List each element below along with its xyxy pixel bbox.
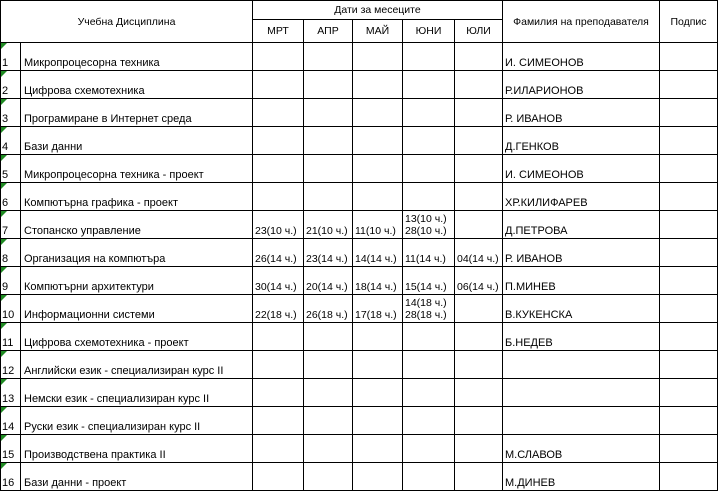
date-cell[interactable] (253, 239, 304, 267)
signature-cell[interactable] (660, 463, 718, 491)
date-cell[interactable] (455, 43, 503, 71)
subject-cell[interactable] (21, 155, 253, 183)
date-cell[interactable] (304, 435, 353, 463)
row-number-cell[interactable] (1, 323, 21, 351)
table-row (1, 295, 718, 323)
row-number-cell-text: 9 (2, 281, 9, 293)
signature-cell[interactable] (660, 99, 718, 127)
date-cell[interactable] (304, 379, 353, 407)
subject-cell[interactable] (21, 239, 253, 267)
row-number-cell-text: 2 (2, 85, 9, 97)
subject-cell[interactable] (21, 407, 253, 435)
date-entry: 11(14 ч.) (405, 253, 446, 265)
subject-cell-text: Руски език - специализиран курс ІІ (24, 421, 201, 433)
subject-cell[interactable] (21, 435, 253, 463)
date-cell[interactable] (403, 71, 455, 99)
date-entry: 26(18 ч.) (306, 309, 348, 321)
date-entry: 14(14 ч.) (355, 253, 397, 265)
date-cell[interactable] (253, 155, 304, 183)
month-header-label: ЮЛИ (466, 25, 491, 37)
teacher-cell-text: И. СИМЕОНОВ (505, 169, 584, 181)
dates-group-header[interactable] (253, 1, 503, 20)
subject-cell-text: Стопанско управление (24, 225, 141, 237)
date-entry: 20(14 ч.) (306, 281, 348, 293)
date-cell[interactable] (455, 407, 503, 435)
date-entry: 22(18 ч.) (255, 309, 297, 321)
date-cell[interactable] (455, 463, 503, 491)
signature-cell[interactable] (660, 211, 718, 239)
date-entry: 04(14 ч.) (457, 253, 499, 265)
date-cell[interactable] (455, 99, 503, 127)
date-entry: 17(18 ч.) (355, 309, 397, 321)
teacher-cell[interactable] (503, 71, 660, 99)
row-number-cell-text: 11 (2, 337, 14, 349)
date-cell[interactable] (403, 295, 455, 323)
date-entry: 15(14 ч.) (405, 281, 447, 293)
subject-cell-text: Програмиране в Интернет среда (24, 113, 192, 125)
table-row (1, 71, 718, 99)
date-cell[interactable] (304, 71, 353, 99)
comment-marker-icon (1, 99, 7, 105)
table-row (1, 435, 718, 463)
comment-marker-icon (1, 323, 7, 329)
date-entry: 30(14 ч.) (255, 281, 297, 293)
row-number-cell-text: 7 (2, 225, 9, 237)
date-cell[interactable] (403, 183, 455, 211)
row-number-cell[interactable] (1, 183, 21, 211)
row-number-cell-text: 4 (2, 141, 9, 153)
subject-cell[interactable] (21, 295, 253, 323)
date-cell[interactable] (455, 239, 503, 267)
date-cell[interactable] (253, 183, 304, 211)
date-cell[interactable] (353, 211, 403, 239)
date-cell[interactable] (304, 463, 353, 491)
date-cell[interactable] (304, 295, 353, 323)
comment-marker-icon (1, 127, 7, 133)
teacher-cell-text: Д.ПЕТРОВА (505, 225, 568, 237)
date-entry: 06(14 ч.) (457, 281, 499, 293)
date-cell[interactable] (455, 155, 503, 183)
date-cell[interactable] (353, 127, 403, 155)
table-row (1, 155, 718, 183)
row-number-cell[interactable] (1, 295, 21, 323)
date-cell[interactable] (253, 99, 304, 127)
subject-cell-text: Информационни системи (24, 309, 155, 321)
table-row (1, 323, 718, 351)
date-cell[interactable] (253, 71, 304, 99)
teacher-cell-text: П.МИНЕВ (505, 281, 556, 293)
row-number-cell-text: 6 (2, 197, 9, 209)
teacher-cell[interactable] (503, 127, 660, 155)
date-entry: 13(10 ч.) (405, 213, 447, 225)
teacher-cell[interactable] (503, 295, 660, 323)
subject-cell-text: Немски език - специализиран курс ІІ (24, 393, 210, 405)
date-cell[interactable] (455, 379, 503, 407)
row-number-cell-text: 14 (2, 421, 15, 433)
date-cell[interactable] (455, 267, 503, 295)
comment-marker-icon (1, 267, 7, 273)
row-number-cell-text: 16 (2, 477, 15, 489)
date-cell[interactable] (253, 267, 304, 295)
date-entry: 14(18 ч.) (405, 297, 447, 309)
teacher-cell[interactable] (503, 407, 660, 435)
month-header-label: МАЙ (365, 25, 390, 37)
table-row (1, 239, 718, 267)
teacher-cell[interactable] (503, 379, 660, 407)
teacher-cell[interactable] (503, 323, 660, 351)
subject-cell-text: Бази данни - проект (24, 477, 127, 489)
comment-marker-icon (1, 463, 7, 469)
subject-cell-text: Цифрова схемотехника - проект (24, 337, 189, 349)
table-row (1, 351, 718, 379)
date-cell[interactable] (403, 463, 455, 491)
date-cell[interactable] (403, 267, 455, 295)
date-entry: 28(18 ч.) (405, 309, 447, 321)
signature-cell[interactable] (660, 71, 718, 99)
subject-cell-text: Организация на компютъра (24, 253, 166, 265)
teacher-cell[interactable] (503, 463, 660, 491)
date-cell[interactable] (253, 463, 304, 491)
date-cell[interactable] (403, 379, 455, 407)
subject-cell-text: Бази данни (24, 141, 83, 153)
teacher-cell[interactable] (503, 155, 660, 183)
signature-cell[interactable] (660, 351, 718, 379)
signature-cell[interactable] (660, 239, 718, 267)
date-cell[interactable] (353, 351, 403, 379)
date-cell[interactable] (253, 351, 304, 379)
month-header-jun[interactable] (403, 20, 455, 43)
comment-marker-icon (1, 351, 7, 357)
teacher-cell[interactable] (503, 211, 660, 239)
date-cell[interactable] (304, 323, 353, 351)
comment-marker-icon (1, 435, 7, 441)
subject-cell[interactable] (21, 211, 253, 239)
date-cell[interactable] (353, 267, 403, 295)
table-row (1, 463, 718, 491)
comment-marker-icon (1, 407, 7, 413)
date-entry: 26(14 ч.) (255, 253, 297, 265)
subject-cell-text: Цифрова схемотехника (24, 85, 145, 97)
date-entry: 28(10 ч.) (405, 225, 447, 237)
teacher-cell-text: Д.ГЕНКОВ (505, 141, 559, 153)
comment-marker-icon (1, 183, 7, 189)
comment-marker-icon (1, 211, 7, 217)
date-entry: 18(14 ч.) (355, 281, 397, 293)
signature-cell[interactable] (660, 295, 718, 323)
comment-marker-icon (1, 43, 7, 49)
comment-marker-icon (1, 379, 7, 385)
comment-marker-icon (1, 239, 7, 245)
row-number-cell[interactable] (1, 43, 21, 71)
date-cell[interactable] (353, 323, 403, 351)
row-number-cell[interactable] (1, 351, 21, 379)
date-cell[interactable] (353, 43, 403, 71)
month-header-jul[interactable] (455, 20, 503, 43)
row-number-cell-text: 8 (2, 253, 9, 265)
row-number-cell-text: 10 (2, 309, 15, 321)
date-cell[interactable] (455, 295, 503, 323)
subject-cell[interactable] (21, 99, 253, 127)
teacher-cell[interactable] (503, 351, 660, 379)
teacher-cell-text: Р. ИВАНОВ (505, 253, 563, 265)
signature-cell[interactable] (660, 183, 718, 211)
subject-cell-text: Микропроцесорна техника (24, 57, 160, 69)
subject-cell-text: Английски език - специализиран курс ІІ (24, 365, 224, 377)
subject-cell[interactable] (21, 43, 253, 71)
date-cell[interactable] (304, 99, 353, 127)
date-cell[interactable] (353, 407, 403, 435)
table-row (1, 211, 718, 239)
date-cell[interactable] (304, 239, 353, 267)
date-entry: 11(10 ч.) (355, 225, 396, 237)
table-row (1, 407, 718, 435)
teacher-cell[interactable] (503, 183, 660, 211)
date-cell[interactable] (455, 211, 503, 239)
signature-header[interactable] (660, 1, 718, 43)
row-number-cell[interactable] (1, 267, 21, 295)
table-row (1, 183, 718, 211)
teacher-cell-text: Б.НЕДЕВ (505, 337, 553, 349)
row-number-cell[interactable] (1, 239, 21, 267)
signature-cell[interactable] (660, 435, 718, 463)
comment-marker-icon (1, 295, 7, 301)
date-cell[interactable] (253, 295, 304, 323)
subject-cell[interactable] (21, 127, 253, 155)
row-number-cell[interactable] (1, 155, 21, 183)
teacher-cell[interactable] (503, 99, 660, 127)
teacher-cell-text: М.СЛАВОВ (505, 449, 563, 461)
dates-group-header-label: Дати за месеците (334, 4, 421, 16)
date-cell[interactable] (353, 71, 403, 99)
signature-cell[interactable] (660, 43, 718, 71)
date-cell[interactable] (253, 435, 304, 463)
date-cell[interactable] (403, 407, 455, 435)
subject-cell[interactable] (21, 463, 253, 491)
subject-cell[interactable] (21, 379, 253, 407)
date-cell[interactable] (253, 127, 304, 155)
month-header-label: МРТ (267, 25, 289, 37)
teacher-cell-text: Р. ИВАНОВ (505, 113, 563, 125)
signature-cell[interactable] (660, 379, 718, 407)
comment-marker-icon (1, 71, 7, 77)
date-cell[interactable] (353, 379, 403, 407)
date-cell[interactable] (304, 183, 353, 211)
date-cell[interactable] (304, 407, 353, 435)
row-number-cell[interactable] (1, 407, 21, 435)
date-cell[interactable] (353, 435, 403, 463)
row-number-cell-text: 13 (2, 393, 15, 405)
subject-cell[interactable] (21, 351, 253, 379)
date-cell[interactable] (403, 239, 455, 267)
teacher-cell[interactable] (503, 435, 660, 463)
subject-cell-text: Производствена практика ІІ (24, 449, 166, 461)
date-cell[interactable] (455, 127, 503, 155)
teacher-cell[interactable] (503, 239, 660, 267)
month-header-label: АПР (317, 25, 339, 37)
date-cell[interactable] (353, 463, 403, 491)
teacher-cell-text: И. СИМЕОНОВ (505, 57, 584, 69)
date-cell[interactable] (253, 43, 304, 71)
date-cell[interactable] (353, 295, 403, 323)
signature-header-label: Подпис (670, 15, 707, 28)
row-number-cell-text: 1 (2, 57, 9, 69)
date-cell[interactable] (403, 351, 455, 379)
teacher-cell[interactable] (503, 267, 660, 295)
date-cell[interactable] (353, 155, 403, 183)
row-number-cell[interactable] (1, 127, 21, 155)
subject-cell[interactable] (21, 323, 253, 351)
teacher-cell-text: Р.ИЛАРИОНОВ (505, 85, 584, 97)
date-cell[interactable] (455, 351, 503, 379)
signature-cell[interactable] (660, 155, 718, 183)
date-cell[interactable] (403, 99, 455, 127)
row-number-cell[interactable] (1, 435, 21, 463)
table-row (1, 99, 718, 127)
row-number-cell[interactable] (1, 463, 21, 491)
subject-cell[interactable] (21, 267, 253, 295)
row-number-cell[interactable] (1, 211, 21, 239)
row-number-cell-text: 15 (2, 449, 15, 461)
month-header-apr[interactable] (304, 20, 353, 43)
table-row (1, 379, 718, 407)
date-cell[interactable] (455, 323, 503, 351)
date-cell[interactable] (253, 211, 304, 239)
teacher-header-label: Фамилия на преподавателя (513, 15, 649, 28)
teacher-header[interactable] (503, 1, 660, 43)
date-cell[interactable] (353, 183, 403, 211)
row-number-cell-text: 3 (2, 113, 9, 125)
date-cell[interactable] (304, 155, 353, 183)
discipline-header[interactable] (1, 1, 253, 43)
date-cell[interactable] (353, 239, 403, 267)
month-header-mar[interactable] (253, 20, 304, 43)
date-cell[interactable] (353, 99, 403, 127)
row-number-cell[interactable] (1, 99, 21, 127)
date-cell[interactable] (403, 155, 455, 183)
date-cell[interactable] (403, 211, 455, 239)
subject-cell-text: Компютърна графика - проект (24, 197, 179, 209)
teacher-cell-text: В.КУКЕНСКА (505, 309, 573, 321)
date-entry: 23(10 ч.) (255, 225, 297, 237)
date-cell[interactable] (253, 407, 304, 435)
table-row (1, 267, 718, 295)
date-cell[interactable] (304, 43, 353, 71)
date-entry: 23(14 ч.) (306, 253, 348, 265)
teacher-cell-text: ХР.КИЛИФАРЕВ (505, 197, 588, 209)
row-number-cell[interactable] (1, 379, 21, 407)
discipline-header-label: Учебна Дисциплина (77, 15, 176, 28)
date-cell[interactable] (304, 211, 353, 239)
row-number-cell-text: 12 (2, 365, 15, 377)
date-cell[interactable] (403, 435, 455, 463)
teacher-cell-text: М.ДИНЕВ (505, 477, 556, 489)
table-row (1, 127, 718, 155)
date-cell[interactable] (403, 43, 455, 71)
subject-cell-text: Компютърни архитектури (24, 281, 154, 293)
teacher-cell[interactable] (503, 43, 660, 71)
table-row (1, 43, 718, 71)
month-header-label: ЮНИ (415, 25, 442, 37)
date-cell[interactable] (455, 183, 503, 211)
month-header-may[interactable] (353, 20, 403, 43)
date-cell[interactable] (455, 71, 503, 99)
date-cell[interactable] (455, 435, 503, 463)
date-cell[interactable] (403, 127, 455, 155)
date-cell[interactable] (253, 323, 304, 351)
subject-cell[interactable] (21, 183, 253, 211)
date-cell[interactable] (304, 351, 353, 379)
row-number-cell[interactable] (1, 71, 21, 99)
date-entry: 21(10 ч.) (306, 225, 348, 237)
signature-cell[interactable] (660, 127, 718, 155)
row-number-cell-text: 5 (2, 169, 9, 181)
subject-cell-text: Микропроцесорна техника - проект (24, 169, 204, 181)
signature-cell[interactable] (660, 323, 718, 351)
date-cell[interactable] (304, 127, 353, 155)
comment-marker-icon (1, 155, 7, 161)
date-cell[interactable] (253, 379, 304, 407)
signature-cell[interactable] (660, 407, 718, 435)
date-cell[interactable] (403, 323, 455, 351)
subject-cell[interactable] (21, 71, 253, 99)
signature-cell[interactable] (660, 267, 718, 295)
date-cell[interactable] (304, 267, 353, 295)
